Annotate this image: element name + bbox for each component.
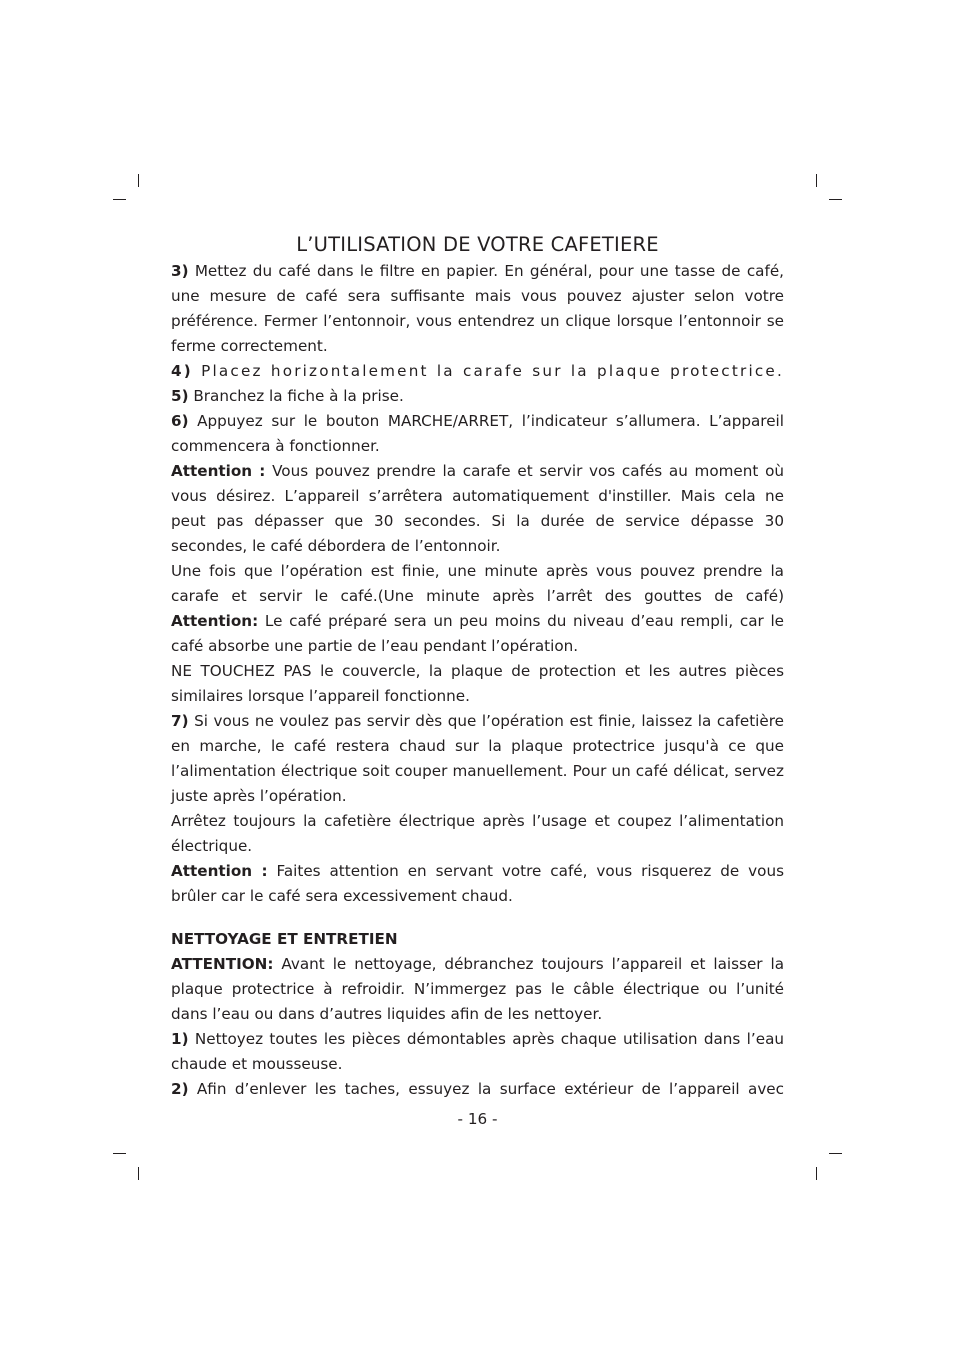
cleaning-attention: ATTENTION: Avant le nettoyage, débranchez toujours l’appareil et laisser la plaque protectrice à refroidir. N’immergez pas le câble électrique ou l’unité dans l’eau ou dans d’autres liquides afin de les nettoyer. [171, 955, 785, 1023]
step-number: 7) [171, 712, 189, 730]
page-number: - 16 - [457, 1110, 498, 1128]
paragraph-always-stop: Arrêtez toujours la cafetière électrique après l’usage et coupez l’alimentation électrique. [171, 812, 784, 855]
crop-mark-top-left-h [113, 199, 126, 200]
crop-mark-bottom-left-v [138, 1167, 139, 1180]
attention-label: Attention: [171, 612, 259, 630]
crop-mark-bottom-right-v [816, 1167, 817, 1180]
step-number: 2) [171, 1080, 189, 1098]
step-number: 3) [171, 262, 189, 280]
crop-mark-bottom-right-h [829, 1153, 842, 1154]
step-number: 1) [171, 1030, 189, 1048]
step-6: 6) Appuyez sur le bouton MARCHE/ARRET, l’indicateur s’allumera. L’appareil commencera à fonctionner. [171, 412, 785, 455]
section-heading-cleaning: NETTOYAGE ET ENTRETIEN [171, 930, 398, 948]
crop-mark-top-right-h [829, 199, 842, 200]
step-7: 7) Si vous ne voulez pas servir dès que l’opération est finie, laissez la cafetière en marche, le café restera chaud sur la plaque protectrice jusqu'à ce que l’alimentation électrique soit couper manuellement. Pour un café délicat, servez juste après l’opération. [171, 712, 784, 805]
step-number: 4) [171, 362, 193, 380]
cleaning-step-1: 1) Nettoyez toutes les pièces démontables après chaque utilisation dans l’eau chaude et mousseuse. [171, 1030, 785, 1073]
step-4: 4) Placez horizontalement la carafe sur la plaque protectrice. [171, 362, 785, 380]
attention-label: Attention : [171, 462, 266, 480]
attention-label: Attention : [171, 862, 268, 880]
paragraph-operation-finished: Une fois que l’opération est finie, une minute après vous pouvez prendre la carafe et servir le café.(Une minute après l’arrêt des gouttes de café) [171, 562, 784, 605]
attention-note-3: Attention : Faites attention en servant votre café, vous risquerez de vous brûler car le café sera excessivement chaud. [171, 862, 785, 905]
attention-label: ATTENTION: [171, 955, 274, 973]
step-3: 3) Mettez du café dans le filtre en papier. En général, pour une tasse de café, une mesure de café sera suffisante mais vous pouvez ajuster selon votre préférence. Fermer l’entonnoir, vous entendrez un clique lorsque l’entonnoir se ferme correctement. [171, 262, 784, 355]
paragraph-do-not-touch: NE TOUCHEZ PAS le couvercle, la plaque de protection et les autres pièces similaires lorsque l’appareil fonctionne. [171, 662, 784, 705]
cleaning-step-2: 2) Afin d’enlever les taches, essuyez la surface extérieur de l’appareil avec [171, 1080, 784, 1098]
step-number: 5) [171, 387, 189, 405]
section-gap [171, 909, 784, 927]
attention-note-1: Attention : Vous pouvez prendre la carafe et servir vos cafés au moment où vous désirez. L’appareil s’arrêtera automatiquement d'instiller. Mais cela ne peut pas dépasser que 30 secondes. Si la durée de service dépasse 30 secondes, le café débordera de l’entonnoir. [171, 462, 784, 555]
crop-mark-bottom-left-h [113, 1153, 126, 1154]
step-5: 5) Branchez la fiche à la prise. [171, 387, 404, 405]
attention-note-2: Attention: Le café préparé sera un peu moins du niveau d’eau rempli, car le café absorbe une partie de l’eau pendant l’opération. [171, 612, 785, 655]
crop-mark-top-left-v [138, 174, 139, 187]
crop-mark-top-right-v [816, 174, 817, 187]
step-number: 6) [171, 412, 189, 430]
document-body [171, 259, 784, 1102]
page-title: L’UTILISATION DE VOTRE CAFETIERE [296, 233, 659, 256]
